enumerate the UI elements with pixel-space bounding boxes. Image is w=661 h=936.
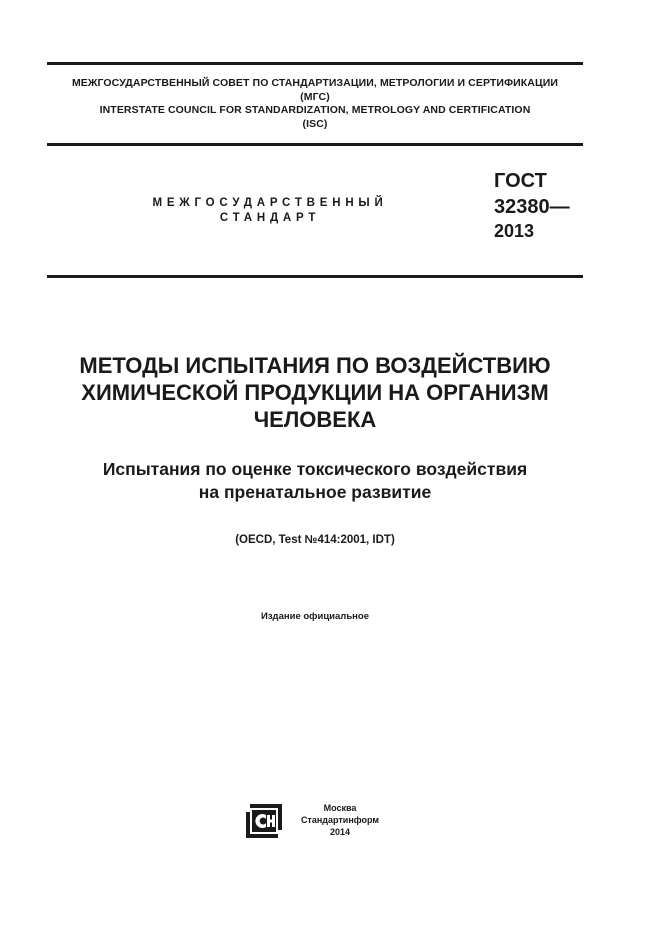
top-divider — [47, 62, 583, 65]
publisher-name: Стандартинформ — [300, 815, 380, 825]
designation-prefix: ГОСТ — [494, 170, 547, 192]
standard-type — [120, 196, 420, 226]
standard-designation — [494, 168, 570, 242]
subtitle-line-2: на пренатальное развитие — [198, 482, 432, 502]
edition-label: Издание официальное — [261, 611, 369, 622]
council-abbr-en: (ISC) — [302, 117, 328, 130]
council-header — [47, 77, 583, 131]
standard-type-line1: МЕЖГОСУДАРСТВЕННЫЙ — [152, 197, 388, 209]
standard-type-line2: СТАНДАРТ — [219, 212, 321, 224]
council-name-en: INTERSTATE COUNCIL FOR STANDARDIZATION, METROLOGY AND CERTIFICATION — [99, 104, 531, 116]
council-name-ru: МЕЖГОСУДАРСТВЕННЫЙ СОВЕТ ПО СТАНДАРТИЗАЦИИ, МЕТРОЛОГИИ И СЕРТИФИКАЦИИ — [71, 77, 559, 89]
designation-year: 2013 — [494, 221, 535, 241]
document-subtitle — [40, 458, 590, 504]
council-abbr-ru: (МГС) — [300, 90, 330, 103]
document-title — [40, 352, 590, 433]
title-line-2: ХИМИЧЕСКОЙ ПРОДУКЦИИ НА ОРГАНИЗМ — [81, 380, 549, 405]
standartinform-logo-icon — [246, 804, 282, 838]
publisher-year: 2014 — [329, 827, 351, 837]
subtitle-line-1: Испытания по оценке токсического воздействия — [102, 459, 528, 479]
publisher-info — [290, 802, 390, 838]
designation-number: 32380— — [494, 196, 570, 218]
reference-standard: (OECD, Test №414:2001, IDT) — [235, 534, 395, 546]
title-line-3: ЧЕЛОВЕКА — [253, 407, 377, 432]
middle-divider — [47, 143, 583, 146]
title-line-1: МЕТОДЫ ИСПЫТАНИЯ ПО ВОЗДЕЙСТВИЮ — [79, 353, 551, 378]
bottom-divider — [47, 275, 583, 278]
publisher-city: Москва — [323, 803, 357, 813]
